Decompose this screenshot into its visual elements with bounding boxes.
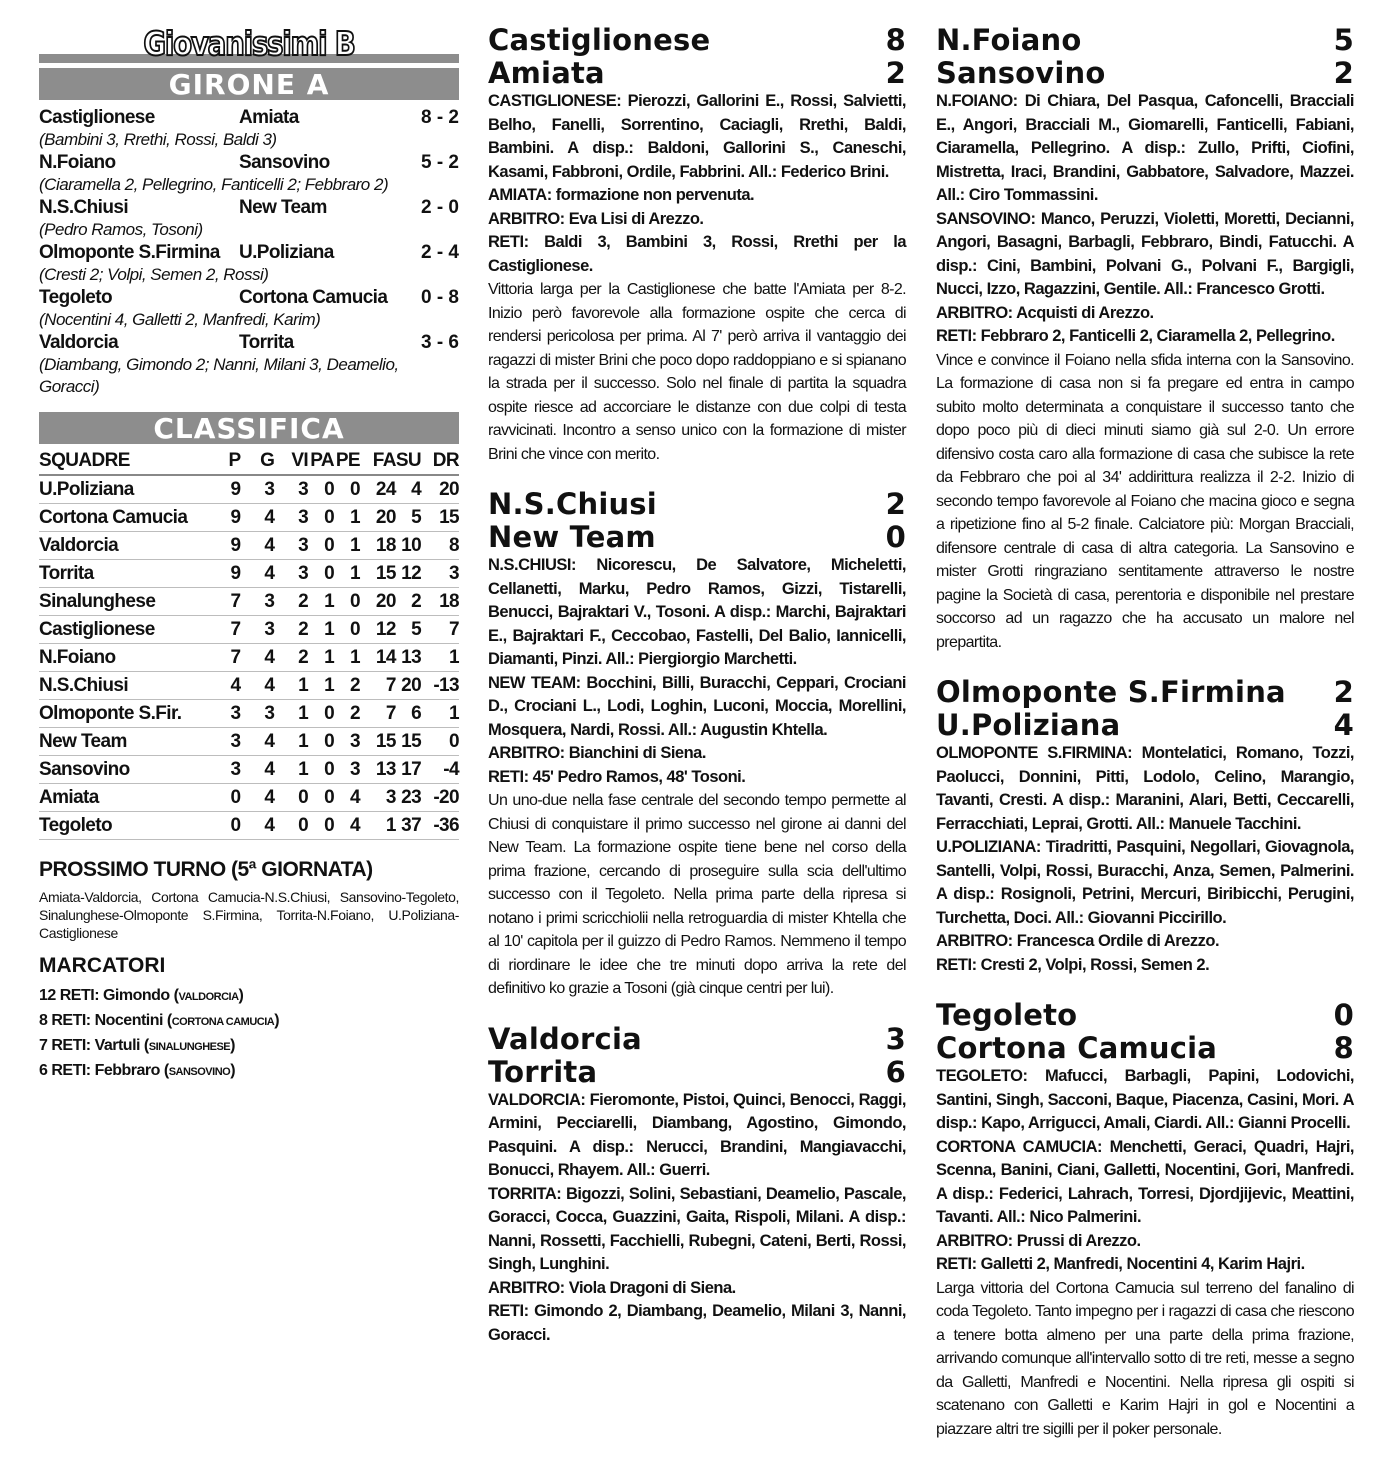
result-row — [39, 106, 459, 129]
standings-row — [39, 504, 459, 532]
standings-team: Torrita — [39, 560, 207, 588]
standings-cell: 17 — [396, 756, 421, 784]
standings-cell: 9 — [207, 532, 241, 560]
standings-team: Castiglionese — [39, 616, 207, 644]
standings-cell: 20 — [421, 475, 459, 504]
standings-cell: 1 — [308, 616, 334, 644]
match-lineup: NEW TEAM: Bocchini, Billi, Buracchi, Ceppari, Crociani D., Crociani L., Lodi, Loghin, Luconi, Moccia, Morellini, Mosquera, Nardi, Rossi. All.: Augustin Khtella. — [488, 673, 906, 739]
standings-cell: 10 — [396, 532, 421, 560]
scorer-team: CORTONA CAMUCIA — [171, 1016, 275, 1028]
standings-cell: 0 — [308, 532, 334, 560]
result-home-team: Olmoponte S.Firmina — [39, 242, 220, 263]
match-lineup: TORRITA: Bigozzi, Solini, Sebastiani, Deamelio, Pascale, Goracci, Cocca, Guazzini, Gaita, Rispoli, Milani. A disp.: Nanni, Rossetti, Facchielli, Rubegni, Cateni, Berti, Rossi, Singh, Lunghini. — [488, 1184, 906, 1273]
result-scorers: (Cresti 2; Volpi, Semen 2, Rossi) — [39, 265, 269, 284]
match-story: Vince e convince il Foiano nella sfida interna con la Sansovino. La formazione di casa non si fa pregare ed entra in campo subito molto determinata a conquistare il successo tanto che dopo poco più di dieci minuti siamo già sul 2-0. Un errore difensivo costa caro alla formazione di casa che subisce la rete da Febbraro che poi al 34' addirittura realizza il 2-2. Inizio di secondo tempo favorevole al Foiano che macina gioco e segna a ripetizione fino al 5-2 finale. Calciatore più: Morgan Bracciali, difensore centrale di casa di altra categoria. La Sansovino e mister Grotti ringraziano sentitamente attraverso le nostre pagine la Società di casa, perentoria e disponibile nel prestare soccorso ad un ragazzo che ha accusato un malore nel prepartita. — [936, 351, 1354, 651]
scorer-prefix: 6 RETI: Febbraro ( — [39, 1062, 169, 1079]
standings-team: N.S.Chiusi — [39, 672, 207, 700]
match-away-team: Sansovino — [936, 56, 1106, 90]
standings-cell: 3 — [274, 560, 308, 588]
standings-cell: 1 — [334, 504, 360, 532]
standings-cell: 2 — [396, 588, 421, 616]
standings-cell: 2 — [334, 672, 360, 700]
standings-row — [39, 616, 459, 644]
standings-cell: 0 — [308, 812, 334, 840]
standings-cell: 0 — [334, 588, 360, 616]
match-lineup: RETI: Gimondo 2, Diambang, Deamelio, Milani 3, Nanni, Goracci. — [488, 1302, 906, 1344]
match-lineup: VALDORCIA: Fieromonte, Pistoi, Quinci, Benocci, Raggi, Armini, Pecciarelli, Diambang, Agostino, Gimondo, Pasquini. A disp.: Nerucci, Brandini, Mangiavacchi, Bonucci, Rhayem. All.: Guerri. — [488, 1090, 906, 1179]
result-home-team: Tegoleto — [39, 287, 112, 308]
result-away-team: Cortona Camucia — [239, 287, 388, 308]
match-lineup: ARBITRO: Francesca Ordile di Arezzo. — [936, 932, 1220, 950]
match-home-line — [936, 24, 1354, 57]
standings-col-dr: DR — [421, 448, 459, 475]
standings-cell: -13 — [421, 672, 459, 700]
standings-cell: 0 — [421, 728, 459, 756]
result-row — [39, 241, 459, 264]
standings-cell: 7 — [207, 588, 241, 616]
result-away-team: Amiata — [239, 107, 299, 128]
standings-cell: 1 — [308, 588, 334, 616]
match-home-score: 3 — [885, 1021, 906, 1056]
standings-team: U.Poliziana — [39, 475, 207, 504]
standings-cell: 5 — [396, 504, 421, 532]
standings-cell: 1 — [421, 700, 459, 728]
result-scorers: (Diambang, Gimondo 2; Nanni, Milani 3, Deamelio, Goracci) — [39, 355, 399, 396]
standings-col-pa: PA — [308, 448, 334, 475]
result-home-team: N.S.Chiusi — [39, 197, 129, 218]
standings-team: Tegoleto — [39, 812, 207, 840]
match-away-team: Cortona Camucia — [936, 1031, 1218, 1065]
classifica-header: CLASSIFICA — [39, 412, 459, 444]
standings-cell: 15 — [360, 728, 396, 756]
standings-cell: 1 — [334, 560, 360, 588]
scorer-suffix: ) — [274, 1012, 280, 1029]
match-home-line — [936, 999, 1354, 1032]
standings-cell: 0 — [334, 616, 360, 644]
match-lineup: N.S.CHIUSI: Nicorescu, De Salvatore, Micheletti, Cellanetti, Marku, Pedro Ramos, Gizzi, Tistarelli, Benucci, Bajraktari V., Tosoni. A disp.: Marchi, Bajraktari E., Bajraktari F., Ceccobao, Fastelli, Del Balio, Iannicelli, Diamanti, Pinzi. All.: Piergiorgio Marchetti. — [488, 556, 906, 668]
standings-cell: 6 — [396, 700, 421, 728]
match-lineup: ARBITRO: Prussi di Arezzo. — [936, 1231, 1141, 1250]
standings-cell: 7 — [360, 672, 396, 700]
match-lineup: OLMOPONTE S.FIRMINA: Montelatici, Romano, Tozzi, Paolucci, Donnini, Pitti, Lodolo, Celino, Marangio, Tavanti, Cresti. A disp.: Maranini, Alari, Betti, Ceccarelli, Ferracchiati, Leprai, Grotti. All.: Manuele Tacchini. — [936, 744, 1354, 833]
match-away-team: New Team — [488, 520, 656, 554]
standings-cell: 15 — [396, 728, 421, 756]
standings-team: Amiata — [39, 784, 207, 812]
top-scorer-line — [39, 1034, 459, 1059]
right-column — [936, 24, 1354, 1463]
match-lineup: ARBITRO: Eva Lisi di Arezzo. — [488, 209, 704, 228]
scorer-suffix: ) — [230, 1062, 236, 1079]
match-lineup: RETI: Cresti 2, Volpi, Rossi, Semen 2. — [936, 955, 1210, 974]
standings-cell: 0 — [308, 756, 334, 784]
scorer-prefix: 12 RETI: Gimondo ( — [39, 987, 179, 1004]
results-list — [39, 106, 459, 398]
standings-row — [39, 560, 459, 588]
standings-team: Sinalunghese — [39, 588, 207, 616]
match-lineup: CORTONA CAMUCIA: Menchetti, Geraci, Quadri, Hajri, Scenna, Banini, Ciani, Galletti, Nocentini, Gori, Manfredi. A disp.: Federici, Lahrach, Torresi, Djordjijevic, Meattini, Tavanti. All.: Nico Palmerini. — [936, 1137, 1354, 1226]
standings-col-g: G — [241, 448, 275, 475]
standings-cell: 0 — [308, 784, 334, 812]
result-score: 5 - 2 — [420, 152, 459, 173]
top-scorers-title: MARCATORI — [39, 954, 166, 977]
standings-cell: 18 — [421, 588, 459, 616]
match-lineup: ARBITRO: Viola Dragoni di Siena. — [488, 1278, 736, 1297]
standings-cell: 3 — [360, 784, 396, 812]
match-home-team: Castiglionese — [488, 23, 711, 57]
standings-row — [39, 812, 459, 840]
match-lineup: ARBITRO: Acquisti di Arezzo. — [936, 303, 1154, 322]
match-lineup: TEGOLETO: Mafucci, Barbagli, Papini, Lodovichi, Santini, Singh, Sacconi, Baque, Piacenza, Casini, Mori. A disp.: Kapo, Arrigucci, Amali, Ciardi. All.: Gianni Procelli. — [936, 1067, 1354, 1132]
standings-cell: 3 — [241, 475, 275, 504]
standings-cell: 24 — [360, 475, 396, 504]
match-home-line — [936, 676, 1354, 709]
standings-cell: 1 — [421, 644, 459, 672]
standings-cell: 3 — [334, 756, 360, 784]
standings-cell: 5 — [396, 616, 421, 644]
match-home-line — [488, 1023, 906, 1056]
standings-cell: 4 — [334, 812, 360, 840]
match-report — [936, 24, 1354, 654]
standings-cell: -20 — [421, 784, 459, 812]
standings-cell: 4 — [241, 728, 275, 756]
standings-cell: 0 — [308, 728, 334, 756]
standings-cell: 3 — [207, 756, 241, 784]
standings-cell: 14 — [360, 644, 396, 672]
standings-row — [39, 728, 459, 756]
standings-cell: 3 — [241, 588, 275, 616]
page-title: Giovanissimi B — [143, 24, 355, 63]
standings-cell: -36 — [421, 812, 459, 840]
match-home-score: 8 — [885, 23, 906, 57]
standings-cell: 0 — [308, 475, 334, 504]
standings-cell: -4 — [421, 756, 459, 784]
standings-cell: 4 — [241, 812, 275, 840]
result-scorers: (Ciaramella 2, Pellegrino, Fanticelli 2; Febbraro 2) — [39, 175, 389, 194]
match-away-line — [936, 57, 1354, 90]
left-column — [39, 24, 459, 1084]
standings-cell: 2 — [274, 616, 308, 644]
match-lineup: N.FOIANO: Di Chiara, Del Pasqua, Cafoncelli, Bracciali E., Angori, Bracciali M., Giomarelli, Fanticelli, Fabiani, Ciaramella, Pellegrino. A disp.: Zullo, Prifti, Ciofini, Mistretta, Iraci, Brandini, Gabbatore, Salvadore, Mazzei. All.: Ciro Tommassini. — [936, 92, 1354, 204]
standings-row — [39, 700, 459, 728]
standings-cell: 1 — [334, 644, 360, 672]
standings-cell: 4 — [241, 784, 275, 812]
match-home-score: 2 — [885, 487, 906, 521]
match-home-team: N.Foiano — [936, 23, 1082, 57]
standings-team: N.Foiano — [39, 644, 207, 672]
standings-cell: 4 — [334, 784, 360, 812]
top-scorers-list — [39, 984, 459, 1084]
result-score: 3 - 6 — [420, 332, 459, 353]
standings-col-vi: VI — [274, 448, 308, 475]
standings-team: New Team — [39, 728, 207, 756]
standings-cell: 15 — [360, 560, 396, 588]
standings-cell: 0 — [207, 784, 241, 812]
standings-col-fa: FA — [360, 448, 396, 475]
result-home-team: Valdorcia — [39, 332, 119, 353]
result-row — [39, 151, 459, 174]
standings-cell: 3 — [334, 728, 360, 756]
standings-cell: 8 — [421, 532, 459, 560]
result-score: 8 - 2 — [420, 107, 459, 128]
match-report — [488, 24, 906, 466]
standings-cell: 3 — [207, 728, 241, 756]
standings-team: Cortona Camucia — [39, 504, 207, 532]
match-away-team: Amiata — [488, 56, 605, 90]
standings-header-row — [39, 448, 459, 475]
match-away-line — [488, 521, 906, 554]
match-away-team: U.Poliziana — [936, 708, 1121, 742]
result-away-team: New Team — [239, 197, 327, 218]
standings-cell: 1 — [308, 644, 334, 672]
match-away-score: 0 — [885, 520, 906, 554]
standings-team: Sansovino — [39, 756, 207, 784]
standings-cell: 1 — [274, 672, 308, 700]
match-home-team: Olmoponte S.Firmina — [936, 675, 1286, 709]
result-scorers: (Pedro Ramos, Tosoni) — [39, 220, 203, 239]
result-away-team: Torrita — [239, 332, 294, 353]
standings-row — [39, 784, 459, 812]
standings-row — [39, 588, 459, 616]
standings-cell: 0 — [274, 812, 308, 840]
match-lineup: SANSOVINO: Manco, Peruzzi, Violetti, Moretti, Decianni, Angori, Basagni, Barbagli, Febbraro, Bindi, Fatucchi. A disp.: Cini, Bambini, Polvani G., Polvani F., Bargigli, Nucci, Izzo, Ragazzini, Gentile. All.: Francesco Grotti. — [936, 209, 1354, 298]
middle-column — [488, 24, 906, 1369]
standings-cell: 2 — [334, 700, 360, 728]
standings-cell: 20 — [360, 588, 396, 616]
result-home-team: Castiglionese — [39, 107, 155, 128]
standings-cell: 9 — [207, 504, 241, 532]
next-round-title: PROSSIMO TURNO (5ª GIORNATA) — [39, 858, 373, 881]
standings-cell: 20 — [396, 672, 421, 700]
standings-cell: 1 — [274, 700, 308, 728]
standings-team: Valdorcia — [39, 532, 207, 560]
standings-cell: 0 — [308, 560, 334, 588]
match-home-score: 0 — [1333, 998, 1354, 1032]
standings-cell: 12 — [396, 560, 421, 588]
standings-cell: 13 — [396, 644, 421, 672]
match-lineup: AMIATA: formazione non pervenuta. — [488, 186, 755, 204]
scorer-team: SANSOVINO — [168, 1066, 231, 1078]
standings-cell: 9 — [207, 475, 241, 504]
standings-cell: 15 — [421, 504, 459, 532]
match-away-score: 6 — [885, 1054, 906, 1089]
scorer-team: VALDORCIA — [178, 991, 239, 1003]
standings-cell: 18 — [360, 532, 396, 560]
standings-cell: 37 — [396, 812, 421, 840]
standings-row — [39, 644, 459, 672]
match-report — [936, 999, 1354, 1441]
standings-cell: 3 — [274, 475, 308, 504]
match-away-line — [488, 57, 906, 90]
match-home-team: Tegoleto — [936, 998, 1078, 1032]
standings-cell: 0 — [308, 504, 334, 532]
standings-cell: 13 — [360, 756, 396, 784]
standings-cell: 3 — [241, 616, 275, 644]
standings-cell: 3 — [421, 560, 459, 588]
match-away-score: 8 — [1333, 1031, 1354, 1065]
scorer-team: SINALUNGHESE — [148, 1041, 231, 1053]
standings-cell: 3 — [274, 532, 308, 560]
match-away-line — [936, 1032, 1354, 1065]
match-away-score: 2 — [885, 56, 906, 90]
standings-cell: 1 — [308, 672, 334, 700]
result-score: 0 - 8 — [420, 287, 459, 308]
standings-table — [39, 448, 459, 840]
match-home-team: Valdorcia — [488, 1021, 642, 1056]
standings-cell: 20 — [360, 504, 396, 532]
standings-cell: 3 — [274, 504, 308, 532]
standings-cell: 1 — [334, 532, 360, 560]
standings-cell: 12 — [360, 616, 396, 644]
standings-row — [39, 532, 459, 560]
match-home-team: N.S.Chiusi — [488, 487, 657, 521]
match-lineup: RETI: Galletti 2, Manfredi, Nocentini 4, Karim Hajri. — [936, 1255, 1305, 1273]
match-home-score: 2 — [1333, 675, 1354, 709]
match-story: Un uno-due nella fase centrale del secondo tempo permette al Chiusi di conquistare il primo successo nel girone ai danni del New Team. La formazione ospite tiene bene nel corso della prima frazione, cercando di proseguire sulla scia dell'ultimo successo con il Tegoleto. Nella prima parte della ripresa si notano i primi scricchiolii nella retroguardia di mister Khtella che al 10' capitola per il guizzo di Pedro Ramos. Nemmeno il tempo di riordinare le idee che tre minuti dopo arriva la rete del definitivo ko grazie a Tosoni (già cinque centri per lui). — [488, 792, 906, 997]
scorer-prefix: 7 RETI: Vartuli ( — [39, 1037, 149, 1054]
result-home-team: N.Foiano — [39, 152, 116, 173]
scorer-suffix: ) — [238, 987, 244, 1004]
result-row — [39, 286, 459, 309]
scorer-suffix: ) — [230, 1037, 235, 1054]
match-story: Vittoria larga per la Castiglionese che batte l'Amiata per 8-2. Inizio però favorevole alla formazione ospite che cerca di rendersi pericolosa per prima. Al 7' però arriva il vantaggio dei ragazzi di mister Brini che poco dopo raddoppiano e si spianano la strada per il successo. Solo nel finale di partita la squadra ospite riesce ad accorciare le distanze con due colpi di testa ravvicinati. Incontro a senso unico con la formazione di mister Brini che vince con merito. — [488, 281, 906, 463]
standings-cell: 2 — [274, 588, 308, 616]
standings-cell: 0 — [207, 812, 241, 840]
result-scorers: (Nocentini 4, Galletti 2, Manfredi, Karim) — [39, 310, 321, 329]
top-scorer-line — [39, 1059, 459, 1084]
match-lineup: ARBITRO: Bianchini di Siena. — [488, 744, 706, 762]
standings-cell: 1 — [274, 756, 308, 784]
standings-cell: 3 — [207, 700, 241, 728]
match-lineup: CASTIGLIONESE: Pierozzi, Gallorini E., Rossi, Salvietti, Belho, Fanelli, Sorrentino, Caciagli, Rrethi, Baldi, Bambini. A disp.: Baldoni, Gallorini S., Caneschi, Kasami, Fabbroni, Ordile, Fabbrini. All.: Federico Brini. — [488, 92, 906, 181]
standings-cell: 7 — [360, 700, 396, 728]
match-lineup: RETI: Baldi 3, Bambini 3, Rossi, Rrethi per la Castiglionese. — [488, 233, 906, 275]
match-home-line — [488, 488, 906, 521]
match-report — [488, 1023, 906, 1348]
match-home-line — [488, 24, 906, 57]
match-away-line — [936, 709, 1354, 742]
standings-cell: 4 — [241, 672, 275, 700]
standings-cell: 1 — [274, 728, 308, 756]
top-scorer-line — [39, 984, 459, 1009]
standings-col-p: P — [207, 448, 241, 475]
standings-col-pe: PE — [334, 448, 360, 475]
match-lineup: RETI: 45' Pedro Ramos, 48' Tosoni. — [488, 767, 746, 786]
standings-cell: 7 — [207, 644, 241, 672]
girone-header: GIRONE A — [39, 68, 459, 100]
scorer-prefix: 8 RETI: Nocentini ( — [39, 1012, 172, 1029]
standings-cell: 23 — [396, 784, 421, 812]
standings-cell: 9 — [207, 560, 241, 588]
standings-cell: 7 — [421, 616, 459, 644]
next-round-text: Amiata-Valdorcia, Cortona Camucia-N.S.Chiusi, Sansovino-Tegoleto, Sinalunghese-Olmoponte S.Firmina, Torrita-N.Foiano, U.Poliziana-Castiglionese — [39, 889, 459, 941]
standings-cell: 4 — [207, 672, 241, 700]
match-home-score: 5 — [1333, 23, 1354, 57]
standings-col-squadre: SQUADRE — [39, 448, 207, 475]
match-lineup: U.POLIZIANA: Tiradritti, Pasquini, Negollari, Giovagnola, Santelli, Volpi, Rossi, Buracchi, Anza, Semen, Palmerini. A disp.: Rosignoli, Petrini, Mercuri, Biribicchi, Perugini, Turchetta, Doci. All.: Giovanni Piccirillo. — [936, 838, 1354, 927]
match-away-score: 4 — [1333, 708, 1354, 742]
standings-cell: 0 — [274, 784, 308, 812]
standings-cell: 4 — [241, 756, 275, 784]
standings-col-su: SU — [396, 448, 421, 475]
standings-cell: 4 — [241, 560, 275, 588]
match-story: Larga vittoria del Cortona Camucia sul terreno del fanalino di coda Tegoleto. Tanto impegno per i ragazzi di casa che riescono a tenere botta almeno per una parte della prima frazione, arrivando comunque all'intervallo sotto di tre reti, messe a segno da Galletti, Manfredi e Nocentini. Nella ripresa gli ospiti si scatenano con Galletti e Karim Hajri in gol e Nocentini a piazzare altri tre sigilli per il poker personale. — [936, 1279, 1354, 1438]
match-away-team: Torrita — [488, 1054, 598, 1089]
standings-cell: 2 — [274, 644, 308, 672]
standings-cell: 4 — [241, 644, 275, 672]
result-row — [39, 196, 459, 219]
standings-cell: 4 — [241, 504, 275, 532]
standings-cell: 1 — [360, 812, 396, 840]
result-row — [39, 331, 459, 354]
page-header — [39, 24, 459, 68]
match-away-score: 2 — [1333, 56, 1354, 90]
standings-row — [39, 756, 459, 784]
standings-cell: 0 — [308, 700, 334, 728]
standings-row — [39, 672, 459, 700]
result-away-team: Sansovino — [239, 152, 330, 173]
standings-row — [39, 475, 459, 504]
match-report — [936, 676, 1354, 977]
match-lineup: RETI: Febbraro 2, Fanticelli 2, Ciaramella 2, Pellegrino. — [936, 327, 1335, 345]
result-score: 2 - 4 — [420, 242, 459, 263]
standings-team: Olmoponte S.Fir. — [39, 700, 207, 728]
match-report — [488, 488, 906, 1001]
result-away-team: U.Poliziana — [239, 242, 334, 263]
top-scorer-line — [39, 1009, 459, 1034]
result-score: 2 - 0 — [420, 197, 459, 218]
match-away-line — [488, 1056, 906, 1089]
standings-cell: 3 — [241, 700, 275, 728]
standings-cell: 4 — [241, 532, 275, 560]
standings-cell: 0 — [334, 475, 360, 504]
result-scorers: (Bambini 3, Rrethi, Rossi, Baldi 3) — [39, 130, 277, 149]
standings-cell: 7 — [207, 616, 241, 644]
standings-cell: 4 — [396, 475, 421, 504]
